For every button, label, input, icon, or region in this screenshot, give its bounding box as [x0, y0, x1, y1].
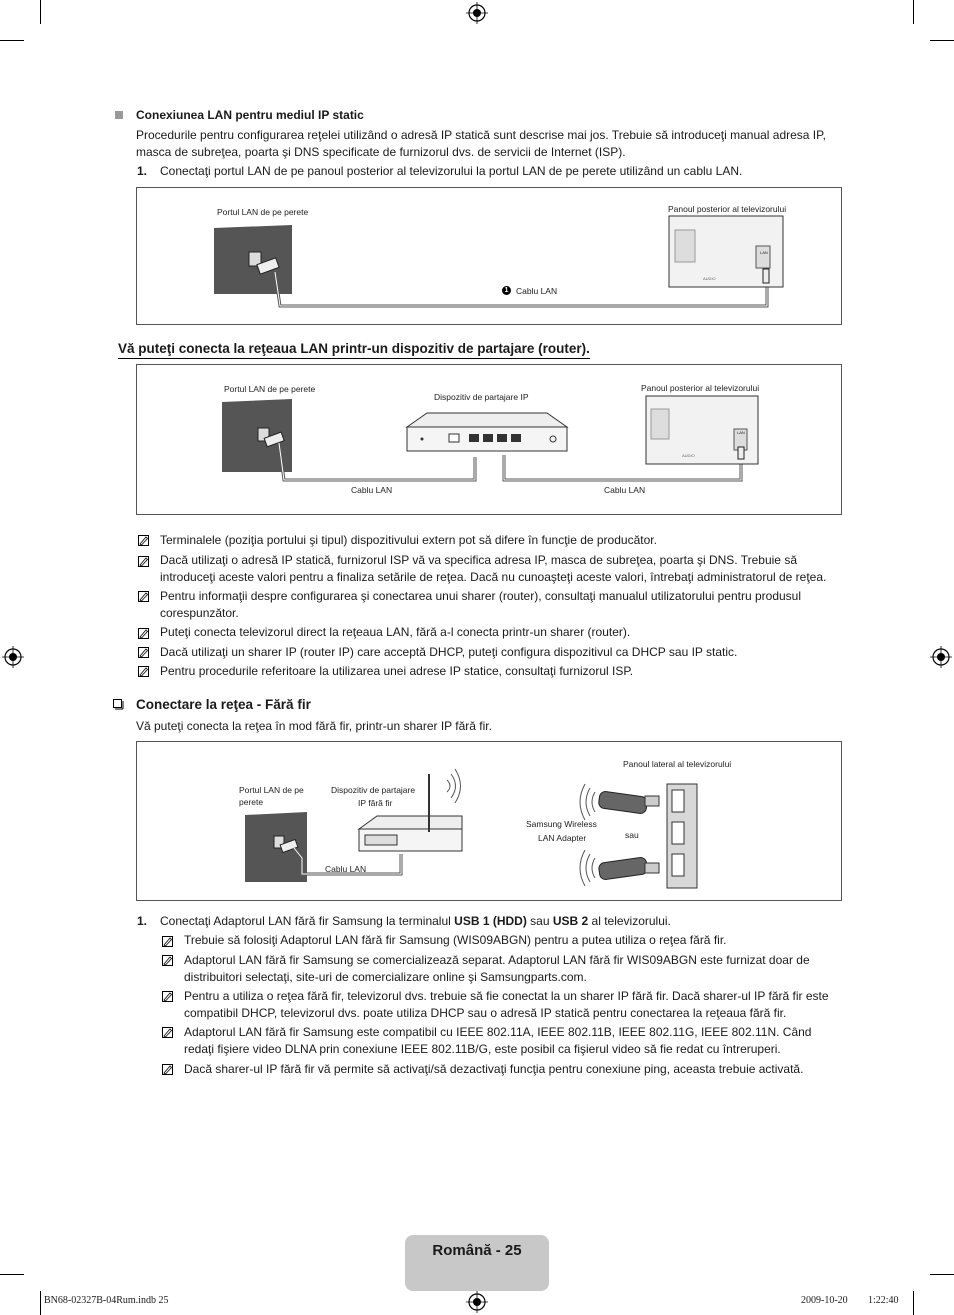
lan-router-drawing	[137, 365, 841, 514]
or-label: sau	[625, 830, 639, 840]
registration-mark-icon	[2, 646, 24, 668]
page-number: Română - 25	[432, 1242, 522, 1259]
section-body: Procedurile pentru configurarea reţelei utilizând o adresă IP statică sunt descrise mai jos. Trebuie să introduceţi manual adresa IP, masca de subreţea, poarta şi DNS specificate de furnizorul dvs. de servicii de Internet (ISP).	[136, 128, 826, 159]
crop-mark	[930, 40, 954, 41]
router-label: Dispozitiv de partajare	[331, 785, 416, 795]
registration-mark-icon	[930, 646, 952, 668]
cable-label: Cablu LAN	[516, 286, 558, 296]
lan-direct-drawing	[137, 188, 841, 324]
step-text: Conectaţi Adaptorul LAN fără fir Samsung la terminalul USB 1 (HDD) sau USB 2 al televizorului.	[160, 914, 671, 928]
svg-text:AUDIO: AUDIO	[703, 276, 716, 281]
step-text: Conectaţi portul LAN de pe panoul posterior al televizorului la portul LAN de pe perete utilizând un cablu LAN.	[160, 164, 743, 178]
print-date: 2009-10-20	[801, 1295, 848, 1306]
note-icon	[162, 991, 173, 1002]
note-text: Dacă sharer-ul IP fără fir vă permite să activaţi/să dezactivaţi funcţia pentru conexiune ping, aceasta trebuie activată.	[184, 1062, 804, 1076]
note-icon	[138, 556, 149, 567]
note-text: Pentru informaţii despre configurarea şi conectarea unui sharer (router), consultaţi manualul utilizatorului pentru produsul	[160, 589, 802, 603]
note-icon	[138, 591, 149, 602]
note-text: Dacă utilizaţi un sharer IP (router IP) care acceptă DHCP, puteţi configura dispozitivul ca DHCP sau IP static.	[160, 645, 738, 659]
callout-number: 1	[502, 286, 511, 295]
crop-mark	[930, 1274, 954, 1275]
crop-mark	[0, 40, 24, 41]
square-bullet-icon	[115, 111, 123, 119]
crop-mark	[913, 0, 914, 24]
wall-port-label: Portul LAN de pe perete	[224, 384, 316, 394]
wireless-title: Conectare la reţea - Fără fir	[136, 697, 311, 712]
crop-mark	[40, 0, 41, 24]
crop-mark	[913, 1291, 914, 1315]
note-text: Puteţi conecta televizorul direct la reţeaua LAN, fără a-l conecta printr-un sharer (router).	[160, 625, 631, 639]
step-number: 1.	[137, 164, 148, 178]
section-title: Conexiunea LAN pentru mediul IP static	[136, 108, 364, 122]
wireless-diagram	[136, 741, 842, 901]
router-label: Dispozitiv de partajare IP	[434, 392, 529, 402]
lan-router-diagram	[136, 364, 842, 515]
note-icon	[138, 666, 149, 677]
cable-label-right: Cablu LAN	[604, 485, 646, 495]
note-icon	[162, 955, 173, 966]
checkbox-bullet-icon	[113, 699, 124, 710]
note-text: compatibil DHCP, televizorul dvs. poate utiliza DHCP sau o adresă IP statică pentru conectarea la reţeaua fără fir.	[184, 1006, 787, 1020]
tv-panel-label: Panoul lateral al televizorului	[623, 759, 732, 769]
router-label: IP fără fir	[358, 798, 393, 808]
note-icon	[162, 1064, 173, 1075]
note-text: Adaptorul LAN fără fir Samsung se comercializează separat. Adaptorul LAN fără fir WIS09ABGN este furnizat doar de	[184, 953, 810, 967]
note-icon	[162, 936, 173, 947]
crop-mark	[0, 1274, 24, 1275]
wireless-intro: Vă puteţi conecta la reţea în mod fără fir, printr-un sharer IP fără fir.	[136, 719, 492, 733]
page-number-tab	[405, 1235, 549, 1291]
router-heading: Vă puteţi conecta la reţeaua LAN printr-un dispozitiv de partajare (router).	[118, 340, 590, 359]
print-time: 1:22:40	[868, 1295, 899, 1306]
note-text: Pentru procedurile referitoare la utilizarea unei adrese IP statice, consultaţi furnizorul ISP.	[160, 664, 634, 678]
lan-direct-diagram	[136, 187, 842, 325]
tv-panel-label: Panoul posterior al televizorului	[668, 204, 787, 214]
note-text: introduceţi aceste valori pentru a finaliza setările de reţea. Dacă nu cunoaşteţi aceste valori, întrebaţi administratorul de reţea.	[160, 570, 827, 584]
tv-panel-label: Panoul posterior al televizorului	[641, 383, 760, 393]
wall-port-label: Portul LAN de pe	[239, 785, 304, 795]
wall-port-label: perete	[239, 797, 264, 807]
note-text: distribuitori selectaţi, site-uri de comercializare online şi Samsungparts.com.	[184, 970, 587, 984]
crop-mark	[40, 1291, 41, 1315]
wall-port-label: Portul LAN de pe perete	[217, 207, 309, 217]
cable-label: Cablu LAN	[325, 864, 367, 874]
note-text: Dacă utilizaţi o adresă IP statică, furnizorul ISP vă va specifica adresa IP, masca de subreţea, poarta şi DNS. Trebuie să	[160, 553, 797, 567]
svg-text:AUDIO: AUDIO	[682, 453, 695, 458]
note-icon	[138, 647, 149, 658]
note-text: Pentru a utiliza o reţea fără fir, televizorul dvs. trebuie să fie conectat la un sharer IP fără fir. Dacă sharer-ul IP fără fir este	[184, 989, 829, 1003]
adapter-label: LAN Adapter	[538, 833, 587, 843]
note-icon	[162, 1027, 173, 1038]
adapter-label: Samsung Wireless	[526, 819, 597, 829]
tv-port-label: LAN	[737, 430, 745, 435]
note-text: Terminalele (poziţia portului şi tipul) dispozitivului extern pot să difere în funcţie de producător.	[160, 533, 657, 547]
note-text: Adaptorul LAN fără fir Samsung este compatibil cu IEEE 802.11A, IEEE 802.11B, IEEE 802.11G, IEEE 802.11N. Când	[184, 1025, 812, 1039]
cable-label-left: Cablu LAN	[351, 485, 393, 495]
note-text: redaţi fişiere video DLNA prin conexiune IEEE 802.11B/G, este posibil ca fişierul video să fie redat cu întreruperi.	[184, 1042, 781, 1056]
note-icon	[138, 628, 149, 639]
note-text: corespunzător.	[160, 606, 239, 620]
registration-mark-icon	[466, 1291, 488, 1313]
note-text: Trebuie să folosiţi Adaptorul LAN fără fir Samsung (WIS09ABGN) pentru a putea utiliza o reţea fără fir.	[184, 933, 727, 947]
wireless-drawing	[137, 742, 841, 900]
file-name: BN68-02327B-04Rum.indb 25	[44, 1295, 169, 1306]
registration-mark-icon	[466, 2, 488, 24]
step-number: 1.	[137, 914, 148, 928]
tv-port-label: LAN	[760, 250, 768, 255]
note-icon	[138, 535, 149, 546]
